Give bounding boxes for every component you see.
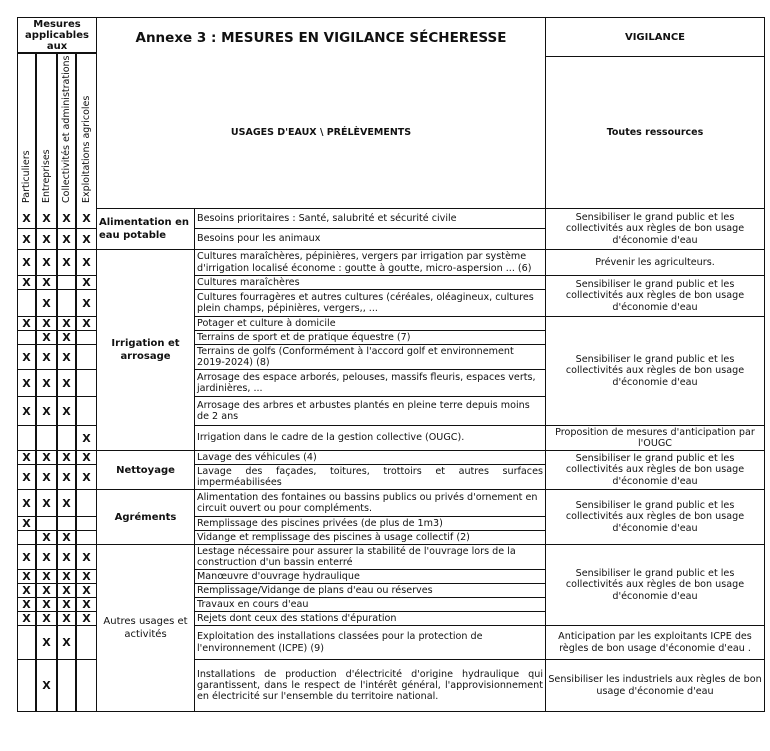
mesures-applicables-header: Mesures applicables aux [17,17,97,53]
mark-entreprises: X [36,490,57,517]
mark-particuliers [17,531,36,545]
mark-particuliers: X [17,451,36,465]
usage-row: Besoins prioritaires : Santé, salubrité et sécurité civile [195,209,546,229]
mark-exploitations-agricoles: X [76,598,97,612]
mark-entreprises: X [36,612,57,626]
mark-collectivites: X [57,612,76,626]
mark-particuliers [17,660,36,712]
mark-particuliers: X [17,276,36,290]
mark-entreprises: X [36,276,57,290]
usage-row: Terrains de golfs (Conformément à l'accord golf et environnement 2019-2024) (8) [195,345,546,370]
usage-row: Remplissage/Vidange de plans d'eau ou réserves [195,584,546,598]
mark-particuliers [17,331,36,345]
vigilance-industriels-9: Sensibiliser les industriels aux règles de bon usage d'économie d'eau [546,660,765,712]
mark-entreprises: X [36,250,57,276]
mark-exploitations-agricoles: X [76,276,97,290]
mark-collectivites: X [57,545,76,570]
usage-row: Vidange et remplissage des piscines à usage collectif (2) [195,531,546,545]
usage-row: Lavage des véhicules (4) [195,451,546,465]
mark-collectivites: X [57,370,76,397]
mark-collectivites [57,426,76,451]
usage-row: Potager et culture à domicile [195,317,546,331]
mark-entreprises: X [36,451,57,465]
mark-exploitations-agricoles: X [76,250,97,276]
mark-entreprises: X [36,345,57,370]
mark-entreprises: X [36,626,57,660]
mark-exploitations-agricoles: X [76,451,97,465]
category-nettoyage: Nettoyage [97,451,195,490]
usage-row: Installations de production d'électricité d'origine hydraulique qui garantissent, dans le respect de l'intérêt général, l'approvisionnement en électricité sur l'ensemble du territoire national. [195,660,546,712]
category-autres: Autres usages et activités [97,545,195,712]
mark-collectivites: X [57,490,76,517]
column-header-particuliers: Particuliers [17,53,36,209]
mark-collectivites: X [57,570,76,584]
vigilance-sensibiliser-3: Sensibiliser le grand public et les collectivités aux règles de bon usage d'économie d'eau [546,317,765,426]
usage-row: Alimentation des fontaines ou bassins publics ou privés d'ornement en circuit ouvert ou pour compléments. [195,490,546,517]
mark-particuliers: X [17,465,36,490]
mark-exploitations-agricoles: X [76,570,97,584]
mark-entreprises [36,517,57,531]
mark-entreprises: X [36,229,57,250]
mark-exploitations-agricoles [76,345,97,370]
column-header-entreprises: Entreprises [36,53,57,209]
usage-row: Lavage des façades, toitures, trottoirs et autres surfaces imperméabilisées [195,465,546,490]
mark-collectivites: X [57,209,76,229]
mark-collectivites: X [57,345,76,370]
usage-row: Terrains de sport et de pratique équestre (7) [195,331,546,345]
mark-exploitations-agricoles [76,397,97,426]
mark-exploitations-agricoles: X [76,465,97,490]
mark-particuliers: X [17,397,36,426]
mark-particuliers: X [17,345,36,370]
mark-exploitations-agricoles [76,331,97,345]
mark-exploitations-agricoles: X [76,209,97,229]
mark-exploitations-agricoles: X [76,426,97,451]
usage-row: Manœuvre d'ouvrage hydraulique [195,570,546,584]
mark-exploitations-agricoles: X [76,545,97,570]
mark-entreprises: X [36,598,57,612]
mark-exploitations-agricoles: X [76,612,97,626]
column-header-collectivites: Collectivités et administrations [57,53,76,209]
mark-collectivites [57,517,76,531]
mark-exploitations-agricoles: X [76,290,97,317]
mark-particuliers [17,626,36,660]
vigilance-sensibiliser-0: Sensibiliser le grand public et les collectivités aux règles de bon usage d'économie d'eau [546,209,765,250]
mark-collectivites: X [57,397,76,426]
vigilance-icpe-8: Anticipation par les exploitants ICPE des règles de bon usage d'économie d'eau . [546,626,765,660]
mark-entreprises: X [36,397,57,426]
mark-particuliers: X [17,584,36,598]
mark-collectivites: X [57,598,76,612]
mark-particuliers [17,426,36,451]
vigilance-sensibiliser-5: Sensibiliser le grand public et les collectivités aux règles de bon usage d'économie d'eau [546,451,765,490]
mark-collectivites [57,660,76,712]
mark-particuliers: X [17,370,36,397]
mark-exploitations-agricoles [76,626,97,660]
category-alimentation: Alimentation en eau potable [97,209,195,250]
usage-row: Remplissage des piscines privées (de plus de 1m3) [195,517,546,531]
mark-collectivites: X [57,229,76,250]
usage-row: Besoins pour les animaux [195,229,546,250]
mark-entreprises: X [36,465,57,490]
category-agrements: Agréments [97,490,195,545]
mark-particuliers: X [17,545,36,570]
usage-row: Travaux en cours d'eau [195,598,546,612]
mark-exploitations-agricoles [76,517,97,531]
mark-entreprises: X [36,209,57,229]
mark-exploitations-agricoles: X [76,229,97,250]
mark-collectivites: X [57,317,76,331]
mark-exploitations-agricoles: X [76,317,97,331]
mark-particuliers: X [17,598,36,612]
vigilance-sensibiliser-2: Sensibiliser le grand public et les collectivités aux règles de bon usage d'économie d'eau [546,276,765,317]
mark-collectivites: X [57,531,76,545]
usage-row: Arrosage des espace arborés, pelouses, massifs fleuris, espaces verts, jardinières, ... [195,370,546,397]
mark-entreprises [36,426,57,451]
mark-collectivites: X [57,451,76,465]
usage-row: Exploitation des installations classées pour la protection de l'environnement (ICPE) (9) [195,626,546,660]
vigilance-sensibiliser-7: Sensibiliser le grand public et les collectivités aux règles de bon usage d'économie d'eau [546,545,765,626]
mark-particuliers: X [17,229,36,250]
mark-particuliers: X [17,490,36,517]
mark-collectivites: X [57,584,76,598]
mark-entreprises: X [36,370,57,397]
mark-entreprises: X [36,317,57,331]
mark-entreprises: X [36,331,57,345]
resources-header: Toutes ressources [546,57,765,209]
mark-particuliers: X [17,570,36,584]
mark-exploitations-agricoles: X [76,584,97,598]
mark-particuliers: X [17,317,36,331]
usage-row: Cultures maraîchères, pépinières, vergers par irrigation par système d'irrigation localisé économe : goutte à goutte, micro-aspersion ... (6) [195,250,546,276]
column-header-exploitations-agricoles: Exploitations agricoles [76,53,97,209]
mark-entreprises: X [36,584,57,598]
page-title: Annexe 3 : MESURES EN VIGILANCE SÉCHERESSE [97,17,546,57]
mark-entreprises: X [36,290,57,317]
usages-header: USAGES D'EAUX \ PRÉLÈVEMENTS [97,57,546,209]
usage-row: Arrosage des arbres et arbustes plantés en pleine terre depuis moins de 2 ans [195,397,546,426]
mark-collectivites [57,276,76,290]
vigilance-sensibiliser-6: Sensibiliser le grand public et les collectivités aux règles de bon usage d'économie d'eau [546,490,765,545]
mark-exploitations-agricoles [76,531,97,545]
mark-entreprises: X [36,570,57,584]
mark-particuliers [17,290,36,317]
mark-exploitations-agricoles [76,490,97,517]
vigilance-prevenir-1: Prévenir les agriculteurs. [546,250,765,276]
mark-collectivites [57,290,76,317]
mark-entreprises: X [36,660,57,712]
usage-row: Cultures maraîchères [195,276,546,290]
mark-entreprises: X [36,531,57,545]
usage-row: Rejets dont ceux des stations d'épuration [195,612,546,626]
mark-collectivites: X [57,250,76,276]
mark-exploitations-agricoles [76,660,97,712]
usage-row: Lestage nécessaire pour assurer la stabilité de l'ouvrage lors de la construction d'un bassin enterré [195,545,546,570]
vigilance-header: VIGILANCE [546,17,765,57]
mark-exploitations-agricoles [76,370,97,397]
usage-row: Cultures fourragères et autres cultures (céréales, oléagineux, cultures plein champs, pépinières, vergers,, ... [195,290,546,317]
mark-collectivites: X [57,331,76,345]
mark-particuliers: X [17,209,36,229]
category-irrigation: Irrigation et arrosage [97,250,195,451]
mark-particuliers: X [17,250,36,276]
mark-entreprises: X [36,545,57,570]
usage-row: Irrigation dans le cadre de la gestion collective (OUGC). [195,426,546,451]
mark-collectivites: X [57,465,76,490]
vigilance-ougc-4: Proposition de mesures d'anticipation par l'OUGC [546,426,765,451]
mark-collectivites: X [57,626,76,660]
mark-particuliers: X [17,612,36,626]
mark-particuliers: X [17,517,36,531]
